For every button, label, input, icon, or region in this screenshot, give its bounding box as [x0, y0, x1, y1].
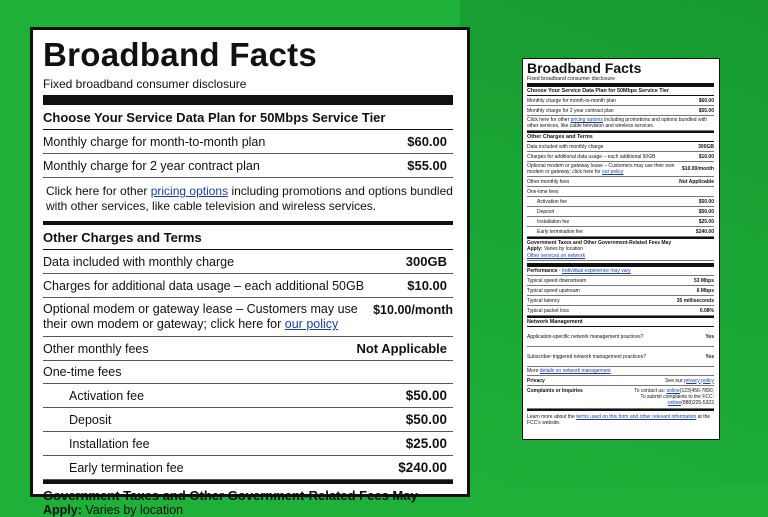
small-termination-value: $240.00 — [695, 228, 714, 235]
small-additional-value: $10.00 — [698, 153, 714, 160]
small-performance-heading — [527, 267, 714, 276]
small-contact-pre: To contact us: — [634, 388, 667, 394]
small-upload-row — [527, 286, 714, 296]
installation-fee-row — [43, 432, 453, 456]
small-fcc-text: To submit complaints to the FCC: — [640, 394, 714, 400]
monthly-charge-row — [43, 130, 453, 154]
label-title: Broadband Facts — [43, 36, 318, 73]
small-learn-pre: Learn more about the — [527, 414, 577, 420]
small-monthly-row — [527, 96, 714, 106]
one-time-fees-row — [43, 361, 453, 384]
contract-charge-value: $55.00 — [407, 158, 447, 173]
small-privacy-row — [527, 376, 714, 386]
small-app-mgmt-label: Application-specific network management practices? — [527, 333, 644, 340]
small-download-value: 53 Mbps — [693, 277, 714, 284]
small-app-mgmt-value: Yes — [705, 333, 714, 340]
small-monthly-label: Monthly charge for month-to-month plan — [527, 97, 616, 104]
termination-fee-value: $240.00 — [398, 460, 447, 475]
apply-text: Varies by location — [81, 503, 184, 517]
small-latency-value: 35 milliseconds — [676, 297, 714, 304]
deposit-row — [43, 408, 453, 432]
plan-heading: Choose Your Service Data Plan for 50Mbps Service Tier — [43, 105, 453, 130]
small-termination-row — [527, 227, 714, 237]
data-included-row — [43, 250, 453, 274]
small-apply-text: Varies by location — [542, 246, 584, 252]
small-additional-row — [527, 152, 714, 162]
one-time-fees-label: One-time fees — [43, 365, 122, 379]
small-modem-text — [527, 163, 678, 175]
small-tax-heading: Government Taxes and Other Government-Related Fees May — [527, 240, 672, 246]
modem-policy-link[interactable]: our policy — [284, 317, 339, 331]
small-more-link[interactable]: details on network management — [539, 368, 611, 374]
small-subtitle: Fixed broadband consumer disclosure — [527, 76, 615, 82]
small-deposit-value: $50.00 — [698, 208, 714, 215]
small-pricing-link[interactable]: pricing options — [570, 117, 603, 123]
small-other-fees-row — [527, 177, 714, 187]
small-modem-value: $10.00/month — [682, 166, 714, 172]
label-subtitle: Fixed broadband consumer disclosure — [43, 77, 247, 91]
small-pricing-pre: Click here for other — [527, 117, 571, 123]
activation-fee-value: $50.00 — [405, 388, 447, 403]
small-app-mgmt-row — [527, 327, 714, 347]
small-data-label: Data included with monthly charge — [527, 143, 604, 150]
activation-fee-label: Activation fee — [69, 388, 145, 403]
small-performance-sep: - — [557, 268, 563, 274]
small-packet-label: Typical packet loss — [527, 307, 569, 314]
small-additional-label: Charges for additional data usage – each additional 50GB — [527, 153, 656, 160]
deposit-value: $50.00 — [405, 412, 447, 427]
small-learn-link[interactable]: terms used on this form and other relevant information — [576, 414, 697, 420]
small-latency-label: Typical latency — [527, 297, 560, 304]
small-other-services-link[interactable]: Other services on network — [527, 253, 586, 259]
other-fees-value: Not Applicable — [356, 341, 447, 356]
small-modem-label: Optional modem or gateway lease – Customers may use their own modem or gateway; click here for — [527, 163, 675, 175]
small-other-heading: Other Charges and Terms — [527, 133, 714, 142]
small-more-pre: More — [527, 368, 540, 374]
small-contact-link[interactable]: online — [666, 388, 680, 394]
small-termination-label: Early termination fee — [537, 228, 583, 235]
small-complaints-info — [634, 388, 714, 406]
broadband-label-zoomed — [30, 27, 470, 517]
small-download-row — [527, 276, 714, 286]
small-download-label: Typical speed downstream — [527, 277, 587, 284]
small-one-time-label: One-time fees — [527, 188, 559, 195]
small-data-value: 300GB — [698, 143, 714, 150]
small-learn-more — [527, 411, 714, 426]
contract-charge-label: Monthly charge for 2 year contract plan — [43, 158, 260, 173]
pricing-options-link[interactable]: pricing options — [150, 184, 229, 198]
small-installation-label: Installation fee — [537, 218, 570, 225]
divider-thick — [43, 95, 453, 105]
additional-data-value: $10.00 — [407, 278, 447, 293]
modem-lease-row — [43, 298, 453, 337]
tax-heading: Government Taxes and Other Government-Related Fees May — [43, 488, 418, 503]
small-pricing-text — [527, 116, 714, 131]
small-fcc-link[interactable]: online — [667, 400, 682, 406]
small-modem-row — [527, 162, 714, 177]
small-deposit-label: Deposit — [537, 208, 554, 215]
broadband-label-full — [522, 58, 720, 440]
small-sub-mgmt-row — [527, 347, 714, 367]
other-fees-label: Other monthly fees — [43, 341, 149, 356]
small-fcc-phone: (888)225-5322 — [681, 400, 714, 406]
small-monthly-value: $60.00 — [698, 97, 714, 104]
small-deposit-row — [527, 207, 714, 217]
small-installation-row — [527, 217, 714, 227]
small-network-heading: Network Management — [527, 318, 714, 327]
small-activation-value: $50.00 — [698, 198, 714, 205]
small-upload-label: Typical speed upstream — [527, 287, 580, 294]
small-more-details — [527, 367, 714, 376]
pricing-post: including promotions and options bundled with other services, like cable television and wireless services. — [46, 184, 453, 213]
data-included-label: Data included with monthly charge — [43, 254, 235, 269]
pricing-pre: Click here for other — [46, 184, 151, 198]
small-complaints-label: Complaints or Inquiries — [527, 388, 583, 394]
other-fees-row — [43, 337, 453, 361]
other-charges-heading: Other Charges and Terms — [43, 225, 453, 250]
small-activation-label: Activation fee — [537, 198, 568, 205]
small-contract-row — [527, 106, 714, 116]
small-pricing-post: including promotions and options bundled with other services, like cable television and wireless services. — [527, 117, 707, 129]
small-privacy-link[interactable]: privacy policy — [683, 377, 714, 384]
small-other-fees-value: Not Applicable — [679, 178, 714, 185]
monthly-charge-value: $60.00 — [407, 134, 447, 149]
small-performance-bold: Performance — [527, 268, 558, 274]
additional-data-label: Charges for additional data usage – each additional 50GB — [43, 278, 365, 293]
deposit-label: Deposit — [69, 412, 112, 427]
small-installation-value: $25.00 — [698, 218, 714, 225]
activation-fee-row — [43, 384, 453, 408]
small-data-row — [527, 142, 714, 152]
modem-lease-value: $10.00/month — [373, 303, 453, 317]
small-complaints-row — [527, 386, 714, 409]
apply-bold: Apply: — [43, 503, 82, 517]
small-privacy-pre: See our — [665, 377, 684, 384]
termination-fee-row — [43, 456, 453, 480]
modem-lease-label: Optional modem or gateway lease – Customers may use their own modem or gateway; click here for — [43, 302, 358, 331]
small-fcc-line — [634, 400, 714, 406]
small-other-fees-label: Other monthly fees — [527, 178, 570, 185]
small-title: Broadband Facts — [527, 60, 642, 76]
small-contact-phone: (123)456-7890, — [679, 388, 714, 394]
small-activation-row — [527, 197, 714, 207]
tax-apply-line — [43, 503, 453, 517]
small-packet-row — [527, 306, 714, 316]
small-contract-value: $55.00 — [698, 107, 714, 114]
small-other-services — [527, 252, 714, 261]
small-sub-mgmt-value: Yes — [705, 353, 714, 360]
small-apply-bold: Apply: — [527, 246, 543, 252]
small-packet-value: 0.08% — [699, 307, 714, 314]
small-sub-mgmt-label: Subscriber-triggered network management practices? — [527, 353, 646, 360]
small-privacy-label: Privacy — [527, 377, 545, 384]
small-modem-link[interactable]: our policy — [602, 169, 624, 175]
installation-fee-value: $25.00 — [405, 436, 447, 451]
data-included-value: 300GB — [405, 254, 447, 269]
small-privacy-text — [665, 378, 714, 384]
pricing-options-text — [43, 178, 453, 221]
installation-fee-label: Installation fee — [69, 436, 150, 451]
termination-fee-label: Early termination fee — [69, 460, 184, 475]
small-latency-row — [527, 296, 714, 306]
contract-charge-row — [43, 154, 453, 178]
small-performance-link[interactable]: Individual experience may vary — [562, 268, 631, 274]
small-learn-post: at the FCC's website. — [527, 414, 711, 426]
small-contract-label: Monthly charge for 2 year contract plan — [527, 107, 614, 114]
monthly-charge-label: Monthly charge for month-to-month plan — [43, 134, 266, 149]
small-one-time-row — [527, 187, 714, 197]
modem-lease-text — [43, 302, 365, 332]
additional-data-row — [43, 274, 453, 298]
small-upload-value: 6 Mbps — [696, 287, 714, 294]
small-plan-heading: Choose Your Service Data Plan for 50Mbps Service Tier — [527, 87, 714, 96]
